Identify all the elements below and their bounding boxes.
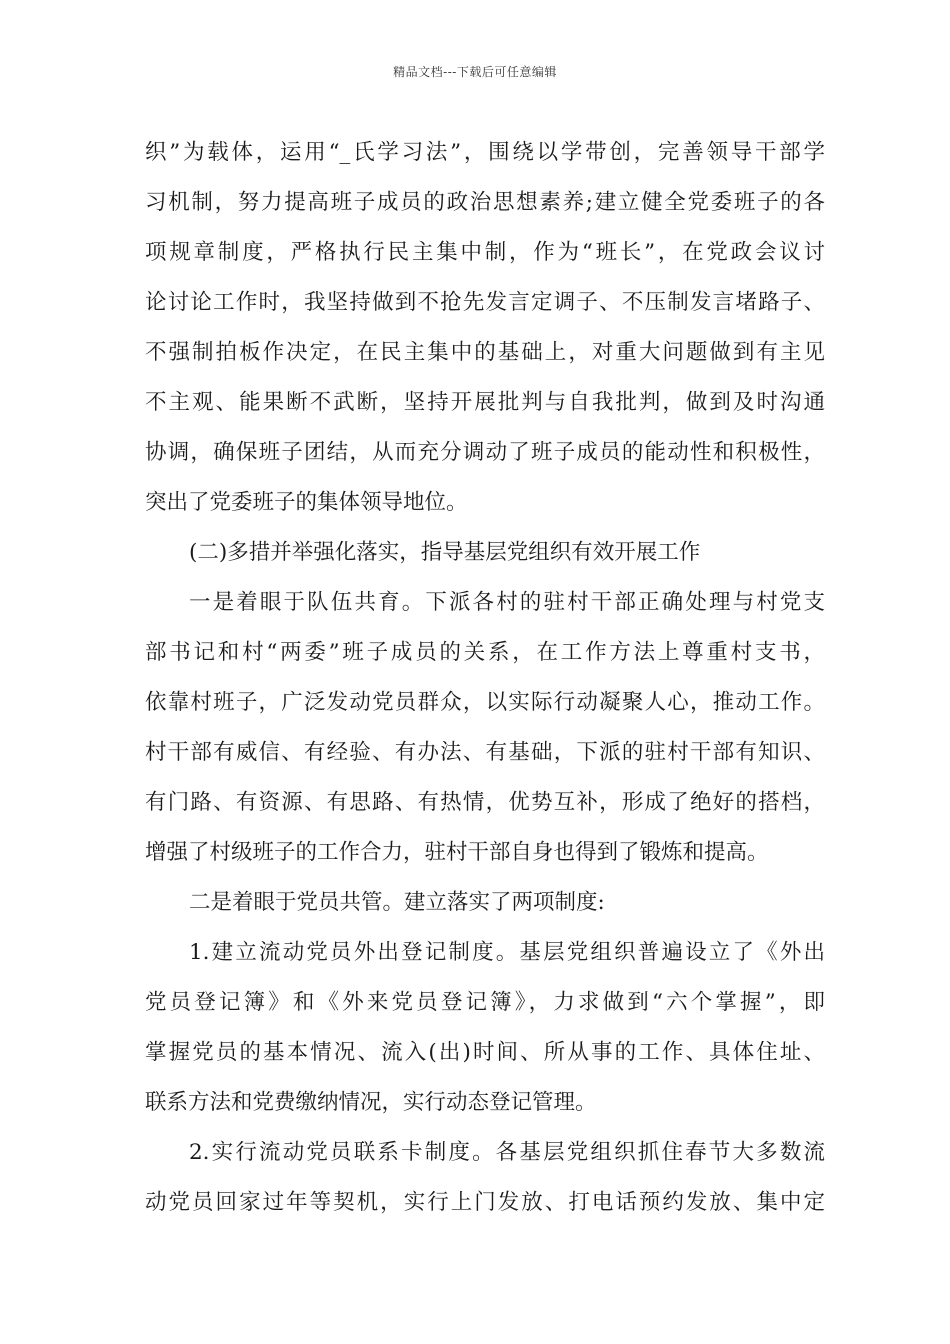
text-line: 2.实行流动党员联系卡制度。各基层党组织抓住春节大多数流 bbox=[189, 1140, 825, 1165]
text-line: 织”为载体，运用“_氏学习法”，围绕以学带创，完善领导干部学 bbox=[145, 140, 825, 165]
text-line: 项规章制度，严格执行民主集中制，作为“班长”，在党政会议讨 bbox=[145, 240, 825, 265]
text-line: 不主观、能果断不武断，坚持开展批判与自我批判，做到及时沟通 bbox=[145, 390, 825, 415]
text-line: 部书记和村“两委”班子成员的关系，在工作方法上尊重村支书， bbox=[145, 640, 825, 665]
text-line: 村干部有威信、有经验、有办法、有基础，下派的驻村干部有知识、 bbox=[145, 740, 825, 765]
text-line: 联系方法和党费缴纳情况，实行动态登记管理。 bbox=[145, 1090, 597, 1115]
text-line: 论讨论工作时，我坚持做到不抢先发言定调子、不压制发言堵路子、 bbox=[145, 290, 825, 315]
text-line: 二是着眼于党员共管。建立落实了两项制度: bbox=[189, 890, 605, 915]
page-header: 精品文档---下载后可任意编辑 bbox=[393, 65, 557, 79]
text-line: 动党员回家过年等契机，实行上门发放、打电话预约发放、集中定 bbox=[145, 1190, 825, 1215]
text-line: 一是着眼于队伍共育。下派各村的驻村干部正确处理与村党支 bbox=[189, 590, 825, 615]
text-line: 掌握党员的基本情况、流入(出)时间、所从事的工作、具体住址、 bbox=[145, 1040, 825, 1065]
text-line: 1.建立流动党员外出登记制度。基层党组织普遍设立了《外出 bbox=[189, 940, 825, 965]
document-body bbox=[145, 128, 825, 1228]
text-line: (二)多措并举强化落实，指导基层党组织有效开展工作 bbox=[189, 540, 701, 565]
text-line: 有门路、有资源、有思路、有热情，优势互补，形成了绝好的搭档， bbox=[145, 790, 825, 815]
text-line: 协调，确保班子团结，从而充分调动了班子成员的能动性和积极性， bbox=[145, 440, 825, 465]
text-line: 党员登记簿》和《外来党员登记簿》，力求做到“六个掌握”，即 bbox=[145, 990, 825, 1015]
text-line: 突出了党委班子的集体领导地位。 bbox=[145, 490, 468, 515]
text-line: 不强制拍板作决定，在民主集中的基础上，对重大问题做到有主见 bbox=[145, 340, 825, 365]
text-line: 习机制，努力提高班子成员的政治思想素养;建立健全党委班子的各 bbox=[145, 190, 825, 215]
text-line: 增强了村级班子的工作合力，驻村干部自身也得到了锻炼和提高。 bbox=[145, 840, 769, 865]
text-line: 依靠村班子，广泛发动党员群众，以实际行动凝聚人心，推动工作。 bbox=[145, 690, 825, 715]
